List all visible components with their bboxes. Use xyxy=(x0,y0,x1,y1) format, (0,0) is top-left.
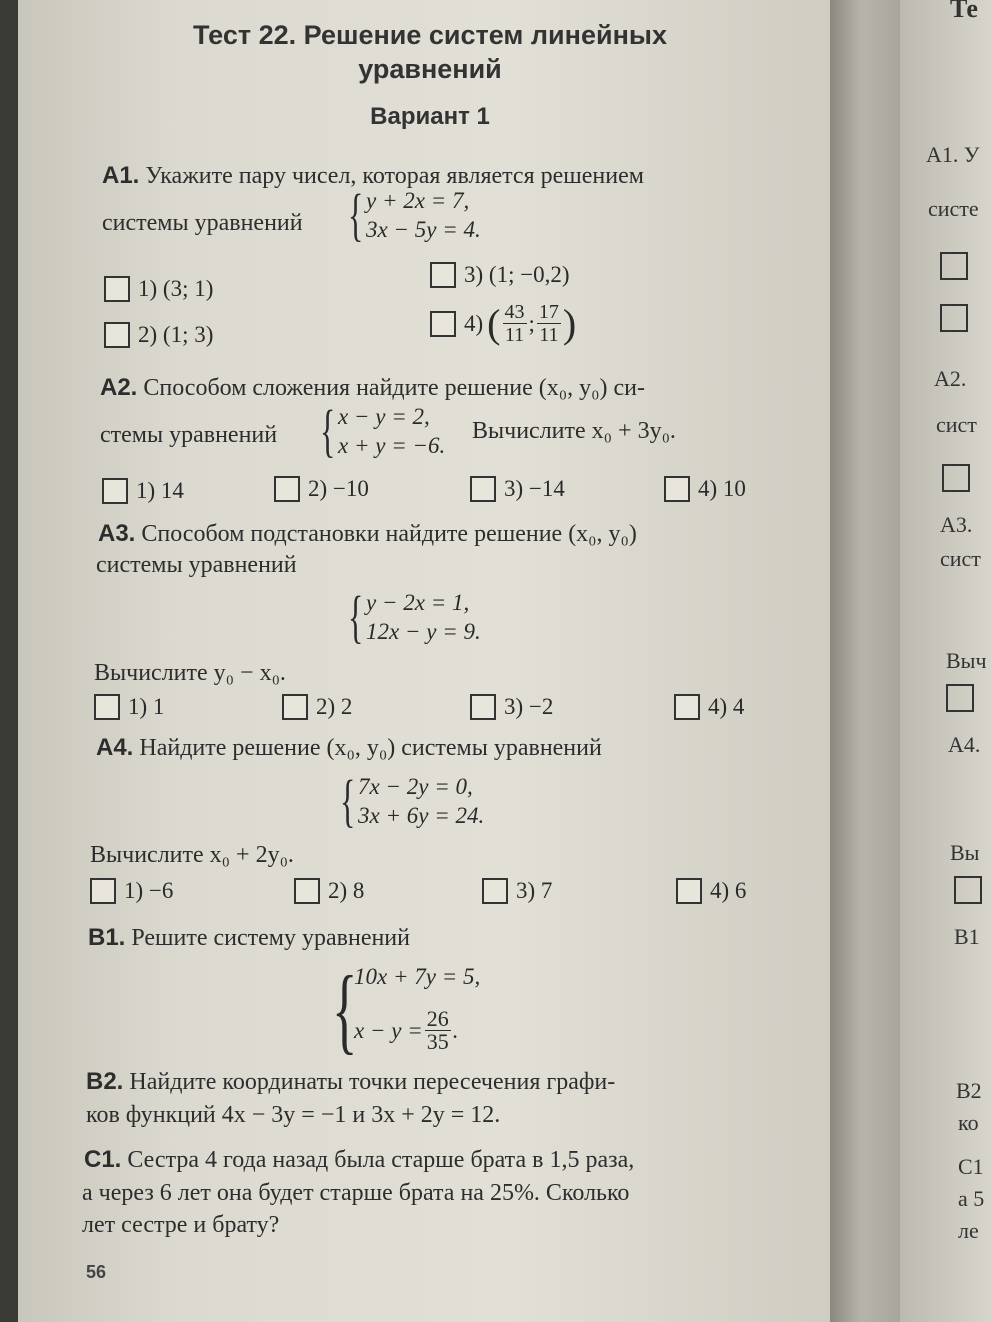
c1-question-line1 xyxy=(84,1146,634,1174)
checkbox[interactable] xyxy=(430,262,456,288)
checkbox[interactable] xyxy=(470,476,496,502)
c1-text2: а через 6 лет она будет старше брата на 25%. Сколько xyxy=(82,1180,630,1206)
rp-a1: А1. У xyxy=(926,142,980,167)
a2-brace: { xyxy=(320,398,336,463)
checkbox[interactable] xyxy=(274,476,300,502)
a2-option-3[interactable] xyxy=(470,476,565,502)
a3-brace: { xyxy=(348,584,364,649)
a1-number: А1. xyxy=(102,162,140,189)
rp-a2b: сист xyxy=(936,412,977,437)
rp-c1b: а 5 xyxy=(958,1186,985,1211)
a4-eq2: 3x + 6y = 24. xyxy=(358,803,485,828)
a4-eq1: 7x − 2y = 0, xyxy=(358,774,473,799)
option-label: 2) 8 xyxy=(328,878,365,903)
a2-compute: Вычислите x₀ + 3y₀. xyxy=(472,418,676,444)
a3-option-1[interactable] xyxy=(94,694,164,720)
c1-number: С1. xyxy=(84,1146,122,1173)
a2-option-1[interactable] xyxy=(102,478,184,504)
option-label: 2) (1; 3) xyxy=(138,322,214,347)
frac-den: 11 xyxy=(539,324,559,346)
b2-text2: ков функций 4x − 3y = −1 и 3x + 2y = 12. xyxy=(86,1102,501,1128)
rp-b1: В1 xyxy=(954,924,980,949)
frac-num: 43 xyxy=(504,301,525,323)
b1-brace: { xyxy=(332,956,358,1063)
a1-option-2[interactable] xyxy=(104,322,213,348)
a3-option-4[interactable] xyxy=(674,694,744,720)
rp-checkbox xyxy=(946,684,974,712)
a4-text1: Найдите решение (x₀, y₀) системы уравнений xyxy=(139,735,602,761)
a1-eq1: y + 2x = 7, xyxy=(366,188,470,213)
a3-eq2: 12x − y = 9. xyxy=(366,619,481,644)
b1-eq1: 10x + 7y = 5, xyxy=(354,964,481,989)
a2-number: А2. xyxy=(100,374,138,401)
a3-option-3[interactable] xyxy=(470,694,553,720)
rp-a3: А3. xyxy=(940,512,973,537)
a3-system xyxy=(366,588,481,646)
rp-a4: А4. xyxy=(948,732,981,757)
a1-system xyxy=(366,186,481,244)
frac-num: 17 xyxy=(538,301,559,323)
b2-number: В2. xyxy=(86,1068,124,1095)
a3-number: А3. xyxy=(98,520,136,547)
b2-question-line1 xyxy=(86,1068,615,1096)
rp-c1: С1 xyxy=(958,1154,984,1179)
b2-text1: Найдите координаты точки пересечения графи- xyxy=(129,1069,616,1095)
frac-den: 35 xyxy=(426,1029,449,1054)
rp-checkbox xyxy=(940,252,968,280)
a4-option-1[interactable] xyxy=(90,878,173,904)
option-label: 1) 1 xyxy=(128,694,165,719)
fraction xyxy=(425,1008,451,1053)
option-label: 3) −14 xyxy=(504,476,565,501)
checkbox[interactable] xyxy=(482,878,508,904)
b1-eq2-row: x − y = $\frac{26}{35}$ . xyxy=(354,1006,459,1054)
a2-option-2[interactable] xyxy=(274,476,369,502)
b1-question xyxy=(88,924,410,952)
a2-text2: стемы уравнений xyxy=(100,422,278,448)
a4-option-4[interactable] xyxy=(676,878,746,904)
checkbox[interactable] xyxy=(102,478,128,504)
option-label: 3) 7 xyxy=(516,878,553,903)
checkbox[interactable] xyxy=(674,694,700,720)
checkbox[interactable] xyxy=(430,311,456,337)
a2-option-4[interactable] xyxy=(664,476,746,502)
c1-text1: Сестра 4 года назад была старше брата в 1,5 раза, xyxy=(127,1147,635,1173)
option-label: 2) 2 xyxy=(316,694,353,719)
b1-system xyxy=(354,962,480,1053)
c1-text3: лет сестре и брату? xyxy=(82,1212,280,1238)
a4-number: А4. xyxy=(96,734,134,761)
a4-compute: Вычислите x₀ + 2y₀. xyxy=(90,842,294,868)
a1-option-4[interactable]: 4) ( $\frac{43}{11}$ ; $\frac{17}{11}$ ) xyxy=(430,300,576,347)
page-title xyxy=(100,18,760,86)
rp-checkbox xyxy=(942,464,970,492)
a1-text1: Укажите пару чисел, которая является решением xyxy=(145,163,644,189)
a2-system xyxy=(338,402,445,460)
option-label: 3) (1; −0,2) xyxy=(464,262,570,287)
option-label: 4) xyxy=(464,310,484,336)
a4-system xyxy=(358,772,484,830)
a3-option-2[interactable] xyxy=(282,694,352,720)
checkbox[interactable] xyxy=(282,694,308,720)
checkbox[interactable] xyxy=(94,694,120,720)
a3-text1: Способом подстановки найдите решение (x₀, y₀) xyxy=(141,521,637,547)
a3-compute: Вычислите y₀ − x₀. xyxy=(94,660,286,686)
checkbox[interactable] xyxy=(104,322,130,348)
book-gutter xyxy=(830,0,900,1322)
checkbox[interactable] xyxy=(664,476,690,502)
rp-checkbox xyxy=(954,876,982,904)
rp-vy1: Выч xyxy=(946,648,987,673)
a4-brace: { xyxy=(340,768,356,833)
checkbox[interactable] xyxy=(294,878,320,904)
a2-text1: Способом сложения найдите решение (x₀, y₀) си- xyxy=(143,375,645,401)
frac-num: 26 xyxy=(426,1006,449,1031)
a1-option-1[interactable] xyxy=(104,276,213,302)
option-label: 4) 6 xyxy=(710,878,747,903)
checkbox[interactable] xyxy=(676,878,702,904)
b1-number: В1. xyxy=(88,924,126,951)
title-line-1: Тест 22. Решение систем линейных xyxy=(193,20,667,50)
option-label: 4) 10 xyxy=(698,476,746,501)
a4-question-line1 xyxy=(96,734,602,762)
option-label: 1) (3; 1) xyxy=(138,276,214,301)
paren-close: ) xyxy=(562,301,577,346)
rp-vy2: Вы xyxy=(950,840,980,865)
a2-eq1: x − y = 2, xyxy=(338,404,430,429)
rp-title: Те xyxy=(950,0,978,23)
rp-a3b: сист xyxy=(940,546,981,571)
checkbox[interactable] xyxy=(104,276,130,302)
a4-option-2[interactable] xyxy=(294,878,364,904)
rp-b2b: ко xyxy=(958,1110,979,1135)
paren-open: ( xyxy=(487,301,501,346)
checkbox[interactable] xyxy=(90,878,116,904)
option-label: 1) −6 xyxy=(124,878,174,903)
right-page xyxy=(900,0,992,1322)
rp-a1b: систе xyxy=(928,196,979,221)
rp-a2: А2. xyxy=(934,366,967,391)
a3-text2: системы уравнений xyxy=(96,552,297,578)
rp-b2: В2 xyxy=(956,1078,982,1103)
a1-eq2: 3x − 5y = 4. xyxy=(366,217,481,242)
option-label: 2) −10 xyxy=(308,476,369,501)
option-label: 4) 4 xyxy=(708,694,745,719)
fraction xyxy=(537,301,561,346)
a3-eq1: y − 2x = 1, xyxy=(366,590,470,615)
a2-eq2: x + y = −6. xyxy=(338,433,446,458)
b1-eq2: x − y = xyxy=(354,1017,423,1043)
a2-question-line1 xyxy=(100,374,645,402)
a4-option-3[interactable] xyxy=(482,878,552,904)
checkbox[interactable] xyxy=(470,694,496,720)
option-label: 1) 14 xyxy=(136,478,184,503)
a1-text2: системы уравнений xyxy=(102,210,303,236)
fraction xyxy=(503,301,527,346)
frac-den: 11 xyxy=(504,324,525,346)
a3-question-line1 xyxy=(98,520,637,548)
rp-checkbox xyxy=(940,304,968,332)
variant-heading: Вариант 1 xyxy=(370,103,490,130)
b1-text1: Решите систему уравнений xyxy=(131,925,410,951)
a1-brace: { xyxy=(348,182,364,247)
a1-option-3[interactable] xyxy=(430,262,570,288)
title-line-2: уравнений xyxy=(358,54,502,84)
option-label: 3) −2 xyxy=(504,694,554,719)
rp-c1c: ле xyxy=(958,1218,979,1243)
page-number: 56 xyxy=(86,1262,107,1282)
